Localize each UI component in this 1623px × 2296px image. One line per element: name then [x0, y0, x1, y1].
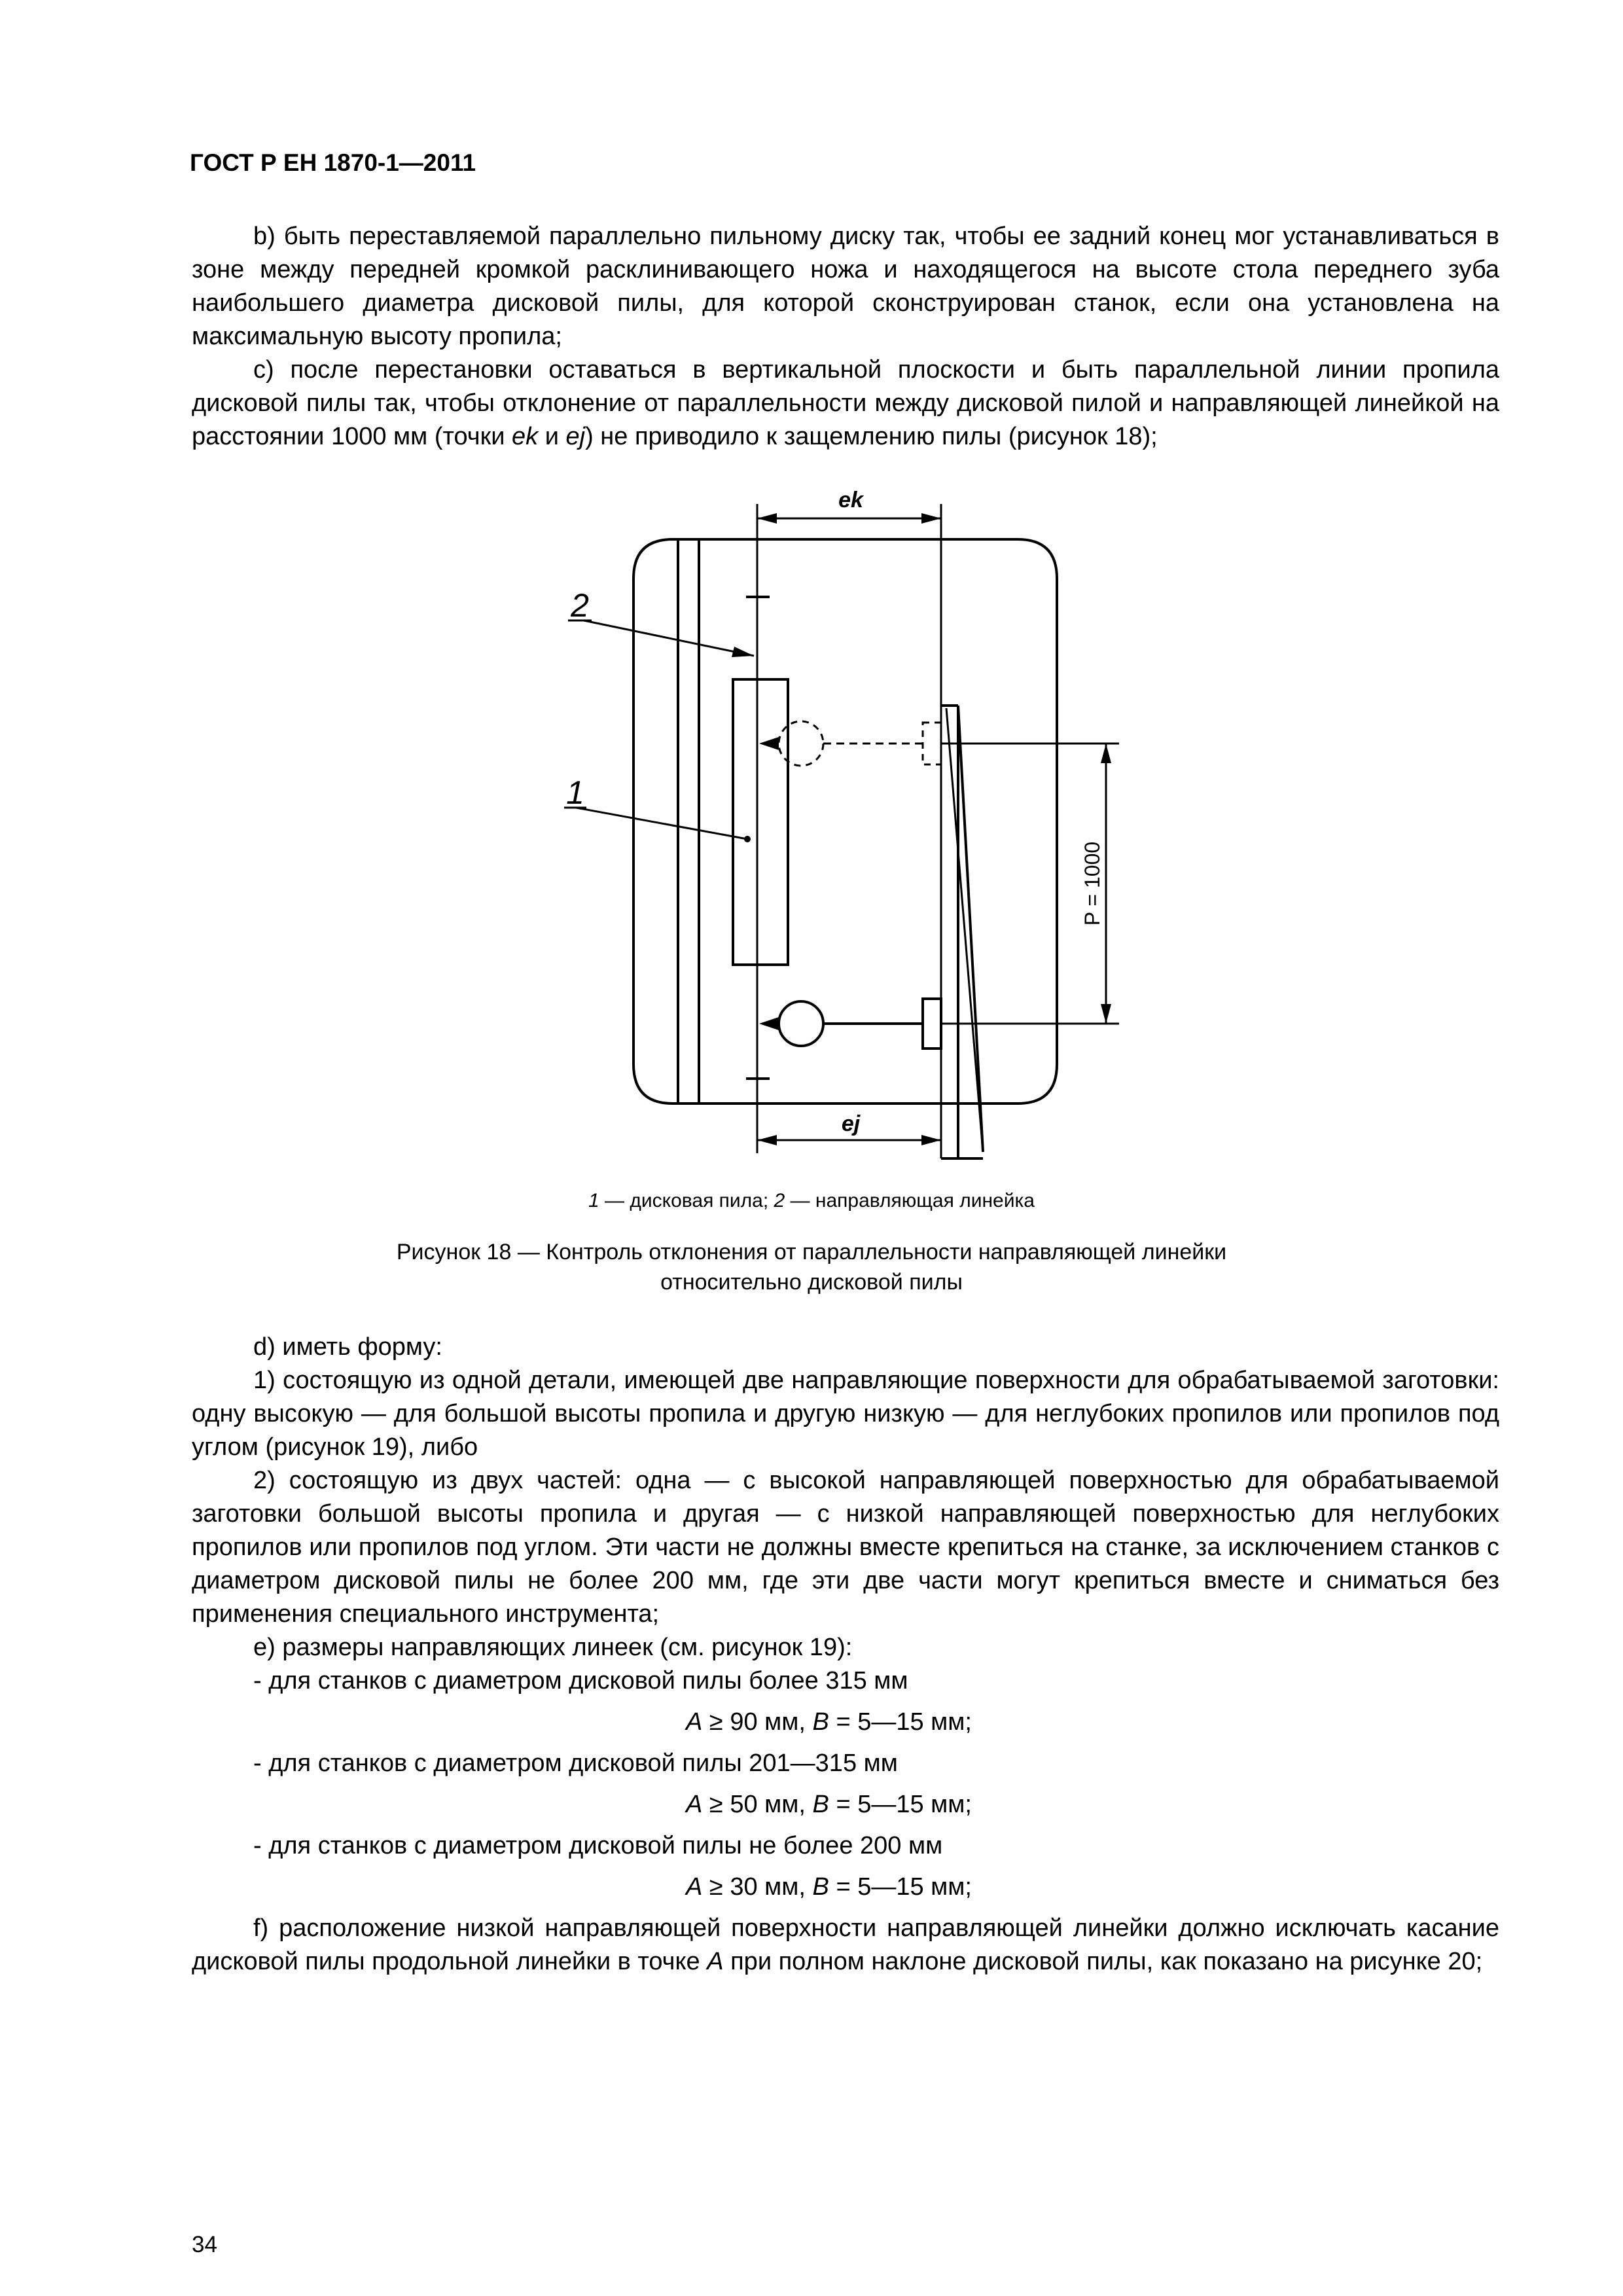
point-a: A [707, 1948, 724, 1975]
leader-1-dot [744, 836, 751, 842]
formula-2-b: B [812, 1791, 829, 1818]
table-outline [633, 539, 1057, 1103]
page-number: 34 [192, 2232, 217, 2257]
legend-1-text: — дисковая пила; [599, 1190, 774, 1211]
formula-3-rest: ≥ 30 мм, [702, 1873, 813, 1901]
paragraph-d1: 1) состоящую из одной детали, имеющей две направляющие поверхности для обрабатываемой заготовки: одну высокую — для большой высоты пропила и другую низкую — для неглубоких пропилов или пропилов под углом (рисунок 19), либо [192, 1367, 1499, 1461]
paragraph-d: d) иметь форму: [253, 1333, 442, 1361]
formula-1-rest: ≥ 90 мм, [702, 1708, 813, 1736]
figure-legend [0, 1190, 1623, 1212]
figure-18-diagram [0, 484, 1623, 1178]
leader-2 [584, 620, 754, 656]
paragraph-e1: - для станков с диаметром дисковой пилы более 315 мм [253, 1667, 908, 1695]
formula-2-a: A [686, 1791, 703, 1818]
paragraph-b: b) быть переставляемой параллельно пильному диску так, чтобы ее задний конец мог устанавливаться в зоне между передней кромкой расклинивающего ножа и находящегося на высоте стола переднего зуба наибольшего диаметра дисковой пилы, для которой сконструирован станок, если она установлена на максимальную высоту пропила; [192, 223, 1499, 350]
formula-1-b: B [812, 1708, 829, 1736]
point-ek: ek [512, 423, 539, 450]
fence-right-taper [958, 706, 983, 1152]
formula-1-a: A [686, 1708, 703, 1736]
formula-2 [192, 1788, 1499, 1821]
label-1: 1 [566, 774, 584, 811]
paragraph-e3: - для станков с диаметром дисковой пилы не более 200 мм [253, 1832, 943, 1859]
ej-arrow-right [921, 1135, 941, 1145]
saw-disc [733, 679, 788, 965]
paragraph-e2: - для станков с диаметром дисковой пилы 201—315 мм [253, 1749, 898, 1777]
figure-caption [0, 1237, 1623, 1297]
paragraph-c-and: и [538, 423, 566, 450]
text-block-top [192, 220, 1499, 454]
lower-gauge [779, 1001, 823, 1046]
paragraph-c-suffix: ) не приводило к защемлению пилы (рисунок 18); [585, 423, 1158, 450]
lower-probe [923, 999, 941, 1049]
paragraph-c-prefix: c) после перестановки оставаться в вертикальной плоскости и быть параллельной линии пропила дисковой пилы так, чтобы отклонение от параллельности между дисковой пилой и направляющей линейкой на расстоянии 1000 мм (точки [192, 356, 1499, 450]
formula-3-a: A [686, 1873, 703, 1901]
label-2: 2 [571, 587, 589, 624]
caption-line-1: Рисунок 18 — Контроль отклонения от параллельности направляющей линейки [396, 1240, 1227, 1265]
paragraph-e: e) размеры направляющих линеек (см. рисунок 19): [253, 1634, 853, 1661]
label-ej: ej [841, 1111, 861, 1136]
fence-taper-line [946, 708, 983, 1152]
paragraph-d2: 2) состоящую из двух частей: одна — с высокой направляющей поверхностью для обрабатываемой заготовки большой высоты пропила и другая — с низкой направляющей поверхностью для неглубоких пропилов или пропилов под углом. Эти части не должны вместе крепиться на станке, за исключением станков с диаметром дисковой пилы не более 200 мм, где эти две части могут крепиться вместе и сниматься без применения специального инструмента; [192, 1467, 1499, 1628]
leader-2-arrow [732, 647, 754, 657]
formula-3-end: = 5—15 мм; [829, 1873, 972, 1901]
formula-2-end: = 5—15 мм; [829, 1791, 972, 1818]
paragraph-f-suffix: при полном наклоне дисковой пилы, как показано на рисунке 20; [723, 1948, 1483, 1975]
legend-2-number: 2 [774, 1190, 785, 1211]
formula-2-rest: ≥ 50 мм, [702, 1791, 813, 1818]
ej-arrow-left [757, 1135, 777, 1145]
p-arrow-bottom [1101, 1004, 1111, 1024]
formula-1-end: = 5—15 мм; [829, 1708, 972, 1736]
point-ej: ej [565, 423, 586, 450]
paragraph-c [192, 353, 1499, 454]
caption-line-2: относительно дисковой пилы [660, 1270, 963, 1295]
formula-3-b: B [812, 1873, 829, 1901]
label-ek: ek [838, 488, 863, 512]
leader-1 [576, 808, 747, 839]
formula-3 [192, 1871, 1499, 1904]
paragraph-f [192, 1912, 1499, 1979]
legend-1-number: 1 [588, 1190, 599, 1211]
legend-2-text: — направляющая линейка [785, 1190, 1035, 1211]
paragraph-f-prefix: f) расположение низкой направляющей поверхности направляющей линейки должно исключать касание дисковой пилы продольной линейки в точке [192, 1914, 1499, 1975]
document-header: ГОСТ Р ЕН 1870-1—2011 [190, 149, 476, 176]
label-p-1000: P = 1000 [1080, 841, 1104, 926]
ek-arrow-left [757, 513, 777, 524]
text-block-bottom [192, 1331, 1499, 1979]
p-arrow-top [1101, 744, 1111, 763]
formula-1 [192, 1706, 1499, 1739]
upper-probe-dashed [923, 723, 941, 764]
ek-arrow-right [921, 513, 941, 524]
lower-gauge-arrow [759, 1017, 779, 1030]
upper-gauge-dashed [779, 721, 823, 766]
upper-gauge-arrow [759, 737, 779, 750]
